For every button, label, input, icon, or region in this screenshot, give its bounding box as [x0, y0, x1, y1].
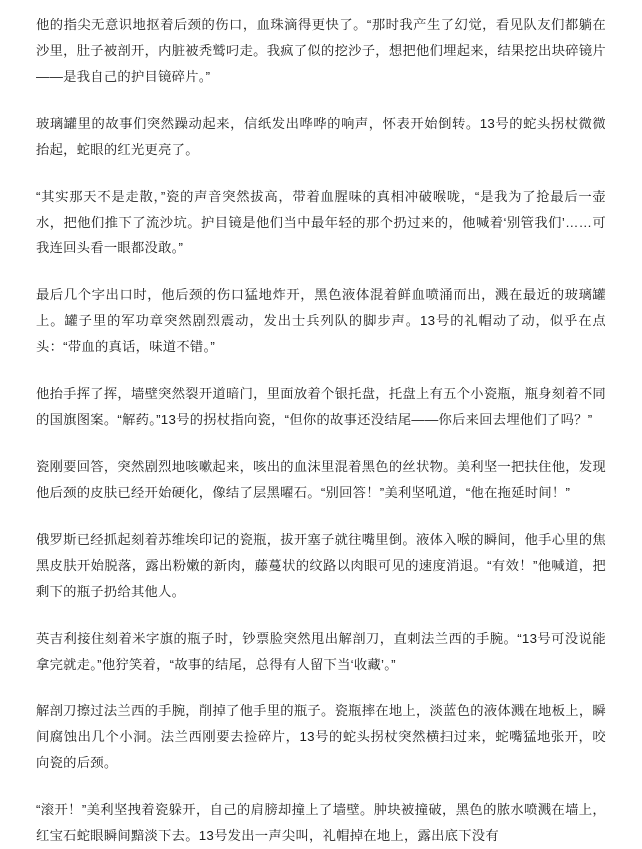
paragraph: “其实那天不是走散，”瓷的声音突然拔高，带着血腥味的真相冲破喉咙，“是我为了抢最后一壶水，把他们推下了流沙坑。护目镜是他们当中最年轻的那个扔过来的，他喊着‘别管我们’……可我连回头看一眼都没敢。”	[36, 188, 606, 256]
paragraph: 瓷刚要回答，突然剧烈地咳嗽起来，咳出的血沫里混着黑色的丝状物。美利坚一把扶住他，发现他后颈的皮肤已经开始硬化，像结了层黑曜石。“别回答！”美利坚吼道，“他在拖延时间！”	[36, 458, 606, 500]
paragraph: 俄罗斯已经抓起刻着苏维埃印记的瓷瓶，拔开塞子就往嘴里倒。液体入喉的瞬间，他手心里的焦黑皮肤开始脱落，露出粉嫩的新肉，藤蔓状的纹路以肉眼可见的速度消退。“有效！”他喊道，把剩下的瓶子扔给其他人。	[36, 531, 606, 599]
paragraph: 他抬手挥了挥，墙壁突然裂开道暗门，里面放着个银托盘，托盘上有五个小瓷瓶，瓶身刻着不同的国旗图案。“解药。”13号的拐杖指向瓷，“但你的故事还没结尾——你后来回去埋他们了吗？”	[36, 386, 606, 428]
paragraph: 解剖刀擦过法兰西的手腕，削掉了他手里的瓶子。瓷瓶摔在地上，淡蓝色的液体溅在地板上，瞬间腐蚀出几个小洞。法兰西刚要去捡碎片，13号的蛇头拐杖突然横扫过来，蛇嘴猛地张开，咬向瓷的后颈。	[36, 703, 606, 771]
paragraph: 最后几个字出口时，他后颈的伤口猛地炸开，黑色液体混着鲜血喷涌而出，溅在最近的玻璃罐上。罐子里的军功章突然剧烈震动，发出士兵列队的脚步声。13号的礼帽动了动，似乎在点头：“带血的真话，味道不错。”	[36, 287, 606, 355]
paragraph: 他的指尖无意识地抠着后颈的伤口，血珠滴得更快了。“那时我产生了幻觉，看见队友们都躺在沙里，肚子被剖开，内脏被秃鹫叼走。我疯了似的挖沙子，想把他们埋起来，结果挖出块碎镜片——是我自己的护目镜碎片。”	[36, 17, 606, 84]
paragraph: 玻璃罐里的故事们突然躁动起来，信纸发出哗哗的响声，怀表开始倒转。13号的蛇头拐杖微微抬起，蛇眼的红光更亮了。	[36, 115, 606, 157]
paragraph: “滚开！”美利坚拽着瓷躲开，自己的肩膀却撞上了墙壁。肿块被撞破，黑色的脓水喷溅在墙上，红宝石蛇眼瞬间黯淡下去。13号发出一声尖叫，礼帽掉在地上，露出底下没有	[36, 802, 606, 844]
paragraph: 英吉利接住刻着米字旗的瓶子时，钞票脸突然甩出解剖刀，直刺法兰西的手腕。“13号可没说能拿完就走。”他狞笑着，“故事的结尾，总得有人留下当‘收藏’。”	[36, 630, 606, 672]
